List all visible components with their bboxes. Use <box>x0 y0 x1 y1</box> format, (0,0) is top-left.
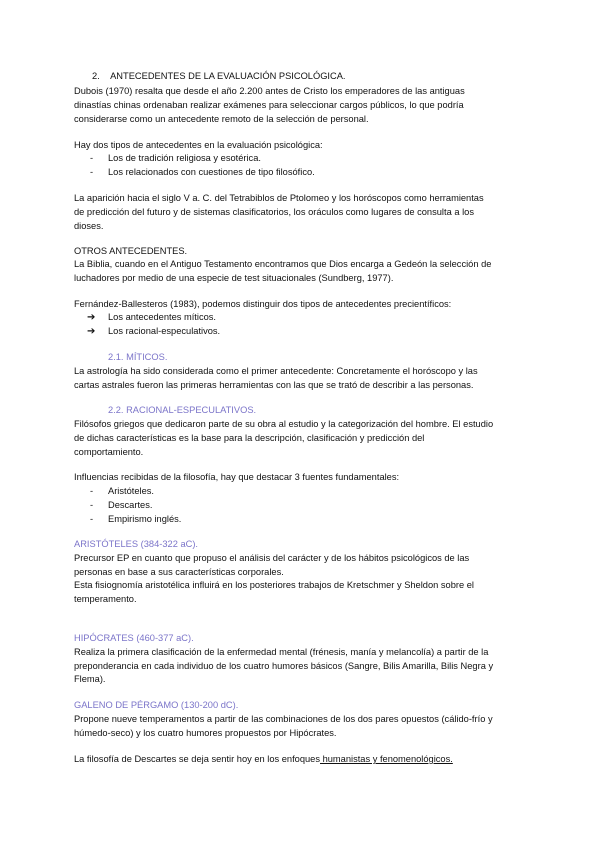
paragraph-line: luchadores por medio de una especie de test situacionales (Sundberg, 1977). <box>74 273 394 283</box>
paragraph-line: preponderancia en cada individuo de los cuatro humores básicos (Sangre, Bilis Amarilla, Bilis Negra y <box>74 661 494 671</box>
hipocrates-heading: HIPÓCRATES (460-377 aC). <box>74 633 194 643</box>
dash-icon: - <box>90 167 94 177</box>
paragraph-line: dinastías chinas ordenaban realizar exámenes para seleccionar cargos públicos, lo que podría <box>74 100 464 110</box>
paragraph-line: de dichas características es la base para la descripción, clasificación y predicción del <box>74 433 425 443</box>
final-text: La filosofía de Descartes se deja sentir hoy en los enfoques <box>74 754 320 764</box>
list-item: Los de tradición religiosa y esotérica. <box>108 153 261 163</box>
paragraph-line: Esta fisiognomía aristotélica influirá en los posteriores trabajos de Kretschmer y Sheldon sobre el <box>74 580 474 590</box>
paragraph-line: La Biblia, cuando en el Antiguo Testamento encontramos que Dios encarga a Gedeón la selección de <box>74 259 492 269</box>
aristoteles-heading: ARISTÓTELES (384-322 aC). <box>74 539 199 549</box>
section-title: ANTECEDENTES DE LA EVALUACIÓN PSICOLÓGICA. <box>110 71 346 81</box>
paragraph-line: cartas astrales fueron las primeras herramientas con las que se trató de describir a las personas. <box>74 380 474 390</box>
dash-icon: - <box>90 514 94 524</box>
paragraph-line: considerarse como un antecedente remoto de la selección de personal. <box>74 114 369 124</box>
galeno-heading: GALENO DE PÉRGAMO (130-200 dC). <box>74 700 239 710</box>
final-line <box>74 753 453 766</box>
list-item: Empirismo inglés. <box>108 514 182 524</box>
dash-icon: - <box>90 500 94 510</box>
paragraph-line: La astrología ha sido considerada como el primer antecedente: Concretamente el horóscopo y las <box>74 366 478 376</box>
racional-heading: 2.2. RACIONAL-ESPECULATIVOS. <box>108 405 257 415</box>
paragraph-line: dioses. <box>74 221 104 231</box>
paragraph-line: Precursor EP en cuanto que propuso el análisis del carácter y de los hábitos psicológicos de las <box>74 553 470 563</box>
section-heading <box>92 70 346 83</box>
paragraph-line: Realiza la primera clasificación de la enfermedad mental (frénesis, manía y melancolía) a partir de la <box>74 647 489 657</box>
section-number: 2. <box>92 71 100 81</box>
paragraph-line: de predicción del futuro y de sistemas clasificatorios, los oráculos como lugares de consulta a los <box>74 207 474 217</box>
arrow-icon: ➔ <box>87 312 96 323</box>
fb-intro: Fernández-Ballesteros (1983), podemos distinguir dos tipos de antecedentes precientíficos: <box>74 299 452 309</box>
miticos-heading: 2.1. MÍTICOS. <box>108 352 168 362</box>
list-item: Los antecedentes míticos. <box>108 312 217 322</box>
dash-icon: - <box>90 486 94 496</box>
dash-icon: - <box>90 153 94 163</box>
paragraph-line: temperamento. <box>74 594 137 604</box>
paragraph-line: Filósofos griegos que dedicaron parte de su obra al estudio y la categorización del hombre. El estudio <box>74 419 494 429</box>
paragraph-line: personas en base a sus características corporales. <box>74 567 284 577</box>
list-item: Descartes. <box>108 500 153 510</box>
paragraph-line: comportamiento. <box>74 447 144 457</box>
infl-intro: Influencias recibidas de la filosofía, hay que destacar 3 fuentes fundamentales: <box>74 472 400 482</box>
list-item: Los racional-especulativos. <box>108 326 221 336</box>
paragraph-line: La aparición hacia el siglo V a. C. del Tetrabiblos de Ptolomeo y los horóscopos como herramientas <box>74 193 484 203</box>
types-intro: Hay dos tipos de antecedentes en la evaluación psicológica: <box>74 140 323 150</box>
paragraph-line: Propone nueve temperamentos a partir de las combinaciones de los dos pares opuestos (cálido-frío y <box>74 714 493 724</box>
otros-title: OTROS ANTECEDENTES. <box>74 246 188 256</box>
arrow-icon: ➔ <box>87 326 96 337</box>
underlined-text: humanistas y fenomenológicos. <box>320 754 453 764</box>
paragraph-line: Flema). <box>74 674 106 684</box>
list-item: Aristóteles. <box>108 486 154 496</box>
list-item: Los relacionados con cuestiones de tipo filosófico. <box>108 167 315 177</box>
paragraph-line: Dubois (1970) resalta que desde el año 2.200 antes de Cristo los emperadores de las antiguas <box>74 86 465 96</box>
paragraph-line: húmedo-seco) y los cuatro humores propuestos por Hipócrates. <box>74 728 337 738</box>
